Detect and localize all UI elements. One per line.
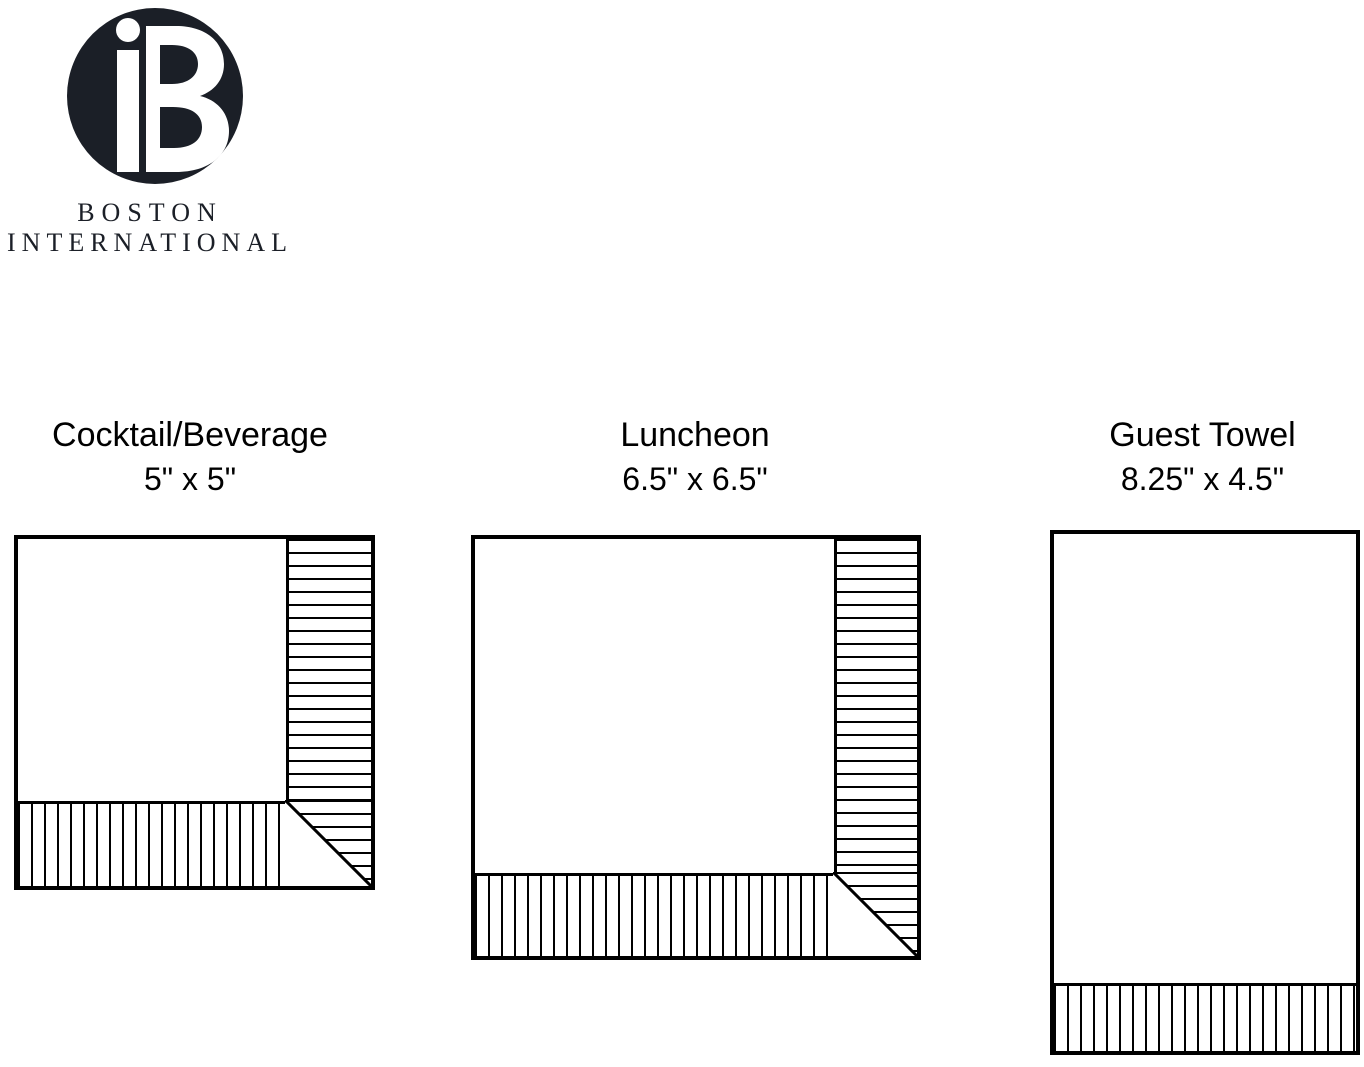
striped-band-bottom <box>18 801 292 886</box>
napkin-diagram-luncheon <box>471 535 921 960</box>
striped-band-bottom <box>1054 983 1356 1051</box>
napkin-diagram-cocktail <box>14 535 375 890</box>
product-size: 6.5" x 6.5" <box>622 461 768 497</box>
striped-band-bottom <box>475 873 842 956</box>
product-title: Guest Towel <box>1109 416 1296 454</box>
product-title: Cocktail/Beverage <box>52 416 328 454</box>
product-label-luncheon <box>455 415 935 499</box>
brand-name-line-1: BOSTON <box>77 198 223 227</box>
boston-international-monogram-icon <box>60 8 250 188</box>
striped-band-right <box>286 539 371 807</box>
napkin-diagram-guest-towel <box>1050 530 1360 1055</box>
corner-miter-line <box>833 872 917 956</box>
product-label-guest-towel <box>1040 415 1364 499</box>
striped-band-right <box>834 539 917 877</box>
corner-miter-line <box>285 800 371 886</box>
brand-logo <box>0 0 320 270</box>
product-label-cocktail <box>0 415 380 499</box>
product-title: Luncheon <box>620 416 770 454</box>
product-size: 5" x 5" <box>143 461 237 497</box>
product-size: 8.25" x 4.5" <box>1120 461 1285 497</box>
brand-name-line-2: INTERNATIONAL <box>7 228 293 257</box>
